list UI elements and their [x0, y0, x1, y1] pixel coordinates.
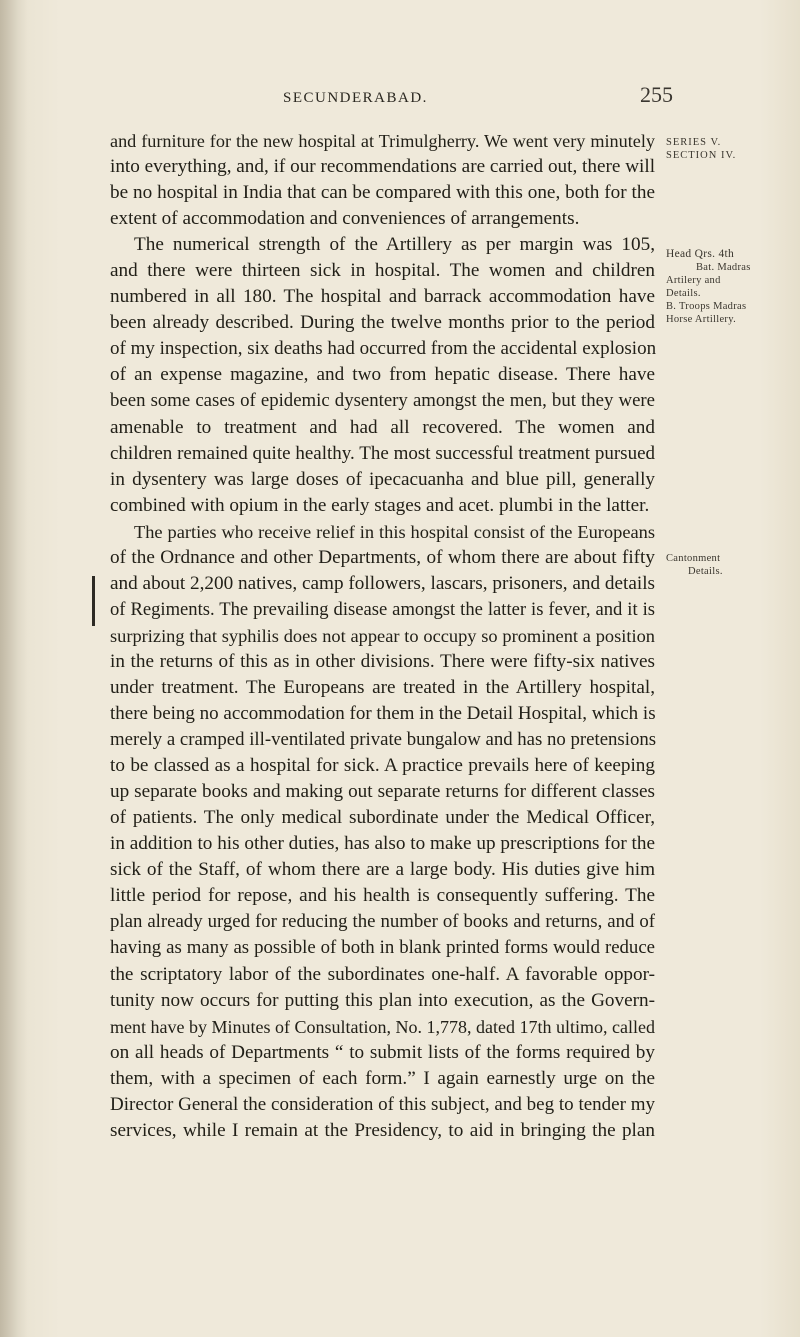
- series-label: SERIES V.: [666, 137, 722, 148]
- text-line: merely a cramped ill-ventilated private bungalow and has no pretensions: [110, 729, 657, 751]
- text-line: of the Ordnance and other Departments, of whom there are about fifty: [110, 546, 655, 568]
- text-line: be no hospital in India that can be compared with this one, both for the: [110, 182, 655, 204]
- text-line: ment have by Minutes of Consultation, No. 1,778, dated 17th ultimo, called: [110, 1016, 655, 1037]
- text-line: having as many as possible of both in blank printed forms would reduce: [110, 937, 655, 959]
- text-line: there being no accommodation for them in the Detail Hospital, which is: [110, 703, 656, 725]
- text-line: in the returns of this as in other divisions. There were fifty-six natives: [110, 650, 655, 672]
- text-line: the scriptatory labor of the subordinates one-half. A favorable oppor-: [110, 963, 655, 985]
- text-line: and about 2,200 natives, camp followers, lascars, prisoners, and details: [110, 572, 655, 594]
- text-line: The numerical strength of the Artillery as per margin was 105,: [134, 234, 655, 256]
- text-line: in dysentery was large doses of ipecacuanha and blue pill, generally: [110, 468, 655, 490]
- text-line: in addition to his other duties, has also to make up prescriptions for the: [110, 833, 655, 855]
- text-line: extent of accommodation and conveniences of arrangements.: [110, 208, 580, 230]
- margin-note-series: [666, 136, 736, 162]
- text-line: and furniture for the new hospital at Trimulgherry. We went very minutely: [110, 131, 655, 151]
- running-head: [0, 82, 800, 120]
- section-label: SECTION IV.: [666, 150, 737, 161]
- text-line: into everything, and, if our recommendations are carried out, there will: [110, 156, 656, 178]
- text-line: them, with a specimen of each form.” I again earnestly urge on the: [110, 1067, 655, 1089]
- text-line: amenable to treatment and had all recovered. The women and: [110, 416, 655, 438]
- text-line: to be classed as a hospital for sick. A practice prevails here of keeping: [110, 755, 655, 777]
- hq-note-line: Details.: [666, 288, 701, 299]
- text-line: sick of the Staff, of whom there are a large body. His duties give him: [110, 859, 655, 881]
- text-line: of my inspection, six deaths had occurred from the accidental explosion: [110, 338, 657, 360]
- hq-note-line: Head Qrs. 4th: [666, 248, 735, 260]
- text-line: numbered in all 180. The hospital and barrack accommodation have: [110, 286, 655, 308]
- margin-rule: [92, 576, 95, 626]
- text-line: services, while I remain at the Presidency, to aid in bringing the plan: [110, 1119, 655, 1141]
- text-line: combined with opium in the early stages and acet. plumbi in the latter.: [110, 494, 650, 516]
- text-line: up separate books and making out separate returns for different classes: [110, 781, 655, 803]
- page-number: 255: [640, 82, 673, 107]
- text-line: little period for repose, and his health is consequently suffering. The: [110, 885, 655, 907]
- margin-note-headquarters: [666, 248, 751, 326]
- text-line: of an expense magazine, and two from hepatic disease. There have: [110, 364, 655, 386]
- text-line: on all heads of Departments “ to submit lists of the forms required by: [110, 1041, 655, 1063]
- cantonment-note-line: Cantonment: [666, 553, 721, 564]
- body-text: [110, 128, 655, 1144]
- text-line: of Regiments. The prevailing disease amongst the latter is fever, and it is: [110, 598, 655, 620]
- text-line: children remained quite healthy. The most successful treatment pursued: [110, 442, 655, 464]
- hq-note-line: Bat. Madras: [696, 262, 751, 273]
- hq-note-line: Horse Artillery.: [666, 314, 737, 325]
- text-line: of patients. The only medical subordinate under the Medical Officer,: [110, 807, 655, 829]
- text-line: tunity now occurs for putting this plan into execution, as the Govern-: [110, 989, 655, 1011]
- running-title: SECUNDERABAD.: [283, 90, 428, 106]
- text-line: Director General the consideration of this subject, and beg to tender my: [110, 1093, 655, 1115]
- hq-note-line: B. Troops Madras: [666, 301, 747, 312]
- text-line: been some cases of epidemic dysentery amongst the men, but they were: [110, 390, 655, 412]
- text-line: plan already urged for reducing the number of books and returns, and of: [110, 911, 655, 933]
- text-line: under treatment. The Europeans are treated in the Artillery hospital,: [110, 676, 655, 698]
- text-line: The parties who receive relief in this hospital consist of the Europeans: [134, 521, 655, 542]
- scan-gutter-shadow: [0, 0, 28, 1337]
- margin-note-cantonment: [666, 552, 723, 578]
- text-line: and there were thirteen sick in hospital. The women and children: [110, 260, 655, 282]
- text-line: been already described. During the twelve months prior to the period: [110, 312, 655, 334]
- hq-note-line: Artilery and: [666, 275, 721, 286]
- cantonment-note-line: Details.: [688, 566, 723, 577]
- text-line: surprizing that syphilis does not appear to occupy so prominent a position: [110, 625, 655, 646]
